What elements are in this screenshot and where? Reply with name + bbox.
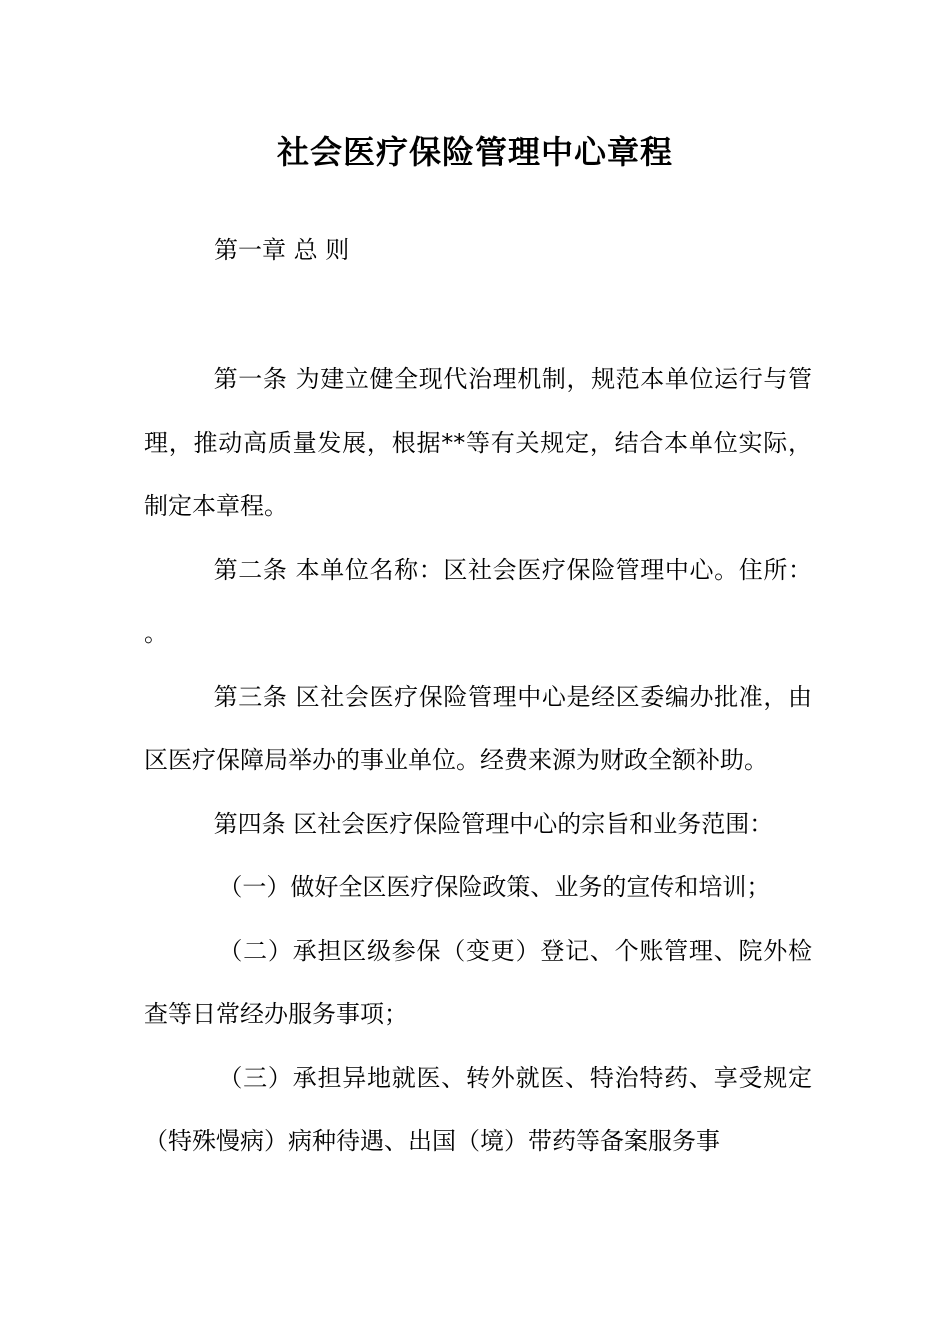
document-body xyxy=(144,348,812,1174)
chapter-heading: 第一章 总 则 xyxy=(214,236,350,264)
article-4-item-3: （三）承担异地就医、转外就医、特治特药、享受规定（特殊慢病）病种待遇、出国（境）带药等备案服务事 xyxy=(144,1063,812,1155)
article-4-item-2: （二）承担区级参保（变更）登记、个账管理、院外检查等日常经办服务事项； xyxy=(144,936,812,1028)
document-title: 社会医疗保险管理中心章程 xyxy=(276,133,673,171)
article-3: 第三条 区社会医疗保险管理中心是经区委编办批准，由区医疗保障局举办的事业单位。经费来源为财政全额补助。 xyxy=(144,682,812,774)
article-4-item-1: （一）做好全区医疗保险政策、业务的宣传和培训； xyxy=(218,873,771,901)
article-4: 第四条 区社会医疗保险管理中心的宗旨和业务范围： xyxy=(213,809,774,838)
article-1: 第一条 为建立健全现代治理机制，规范本单位运行与管理，推动高质量发展，根据**等有关规定，结合本单位实际，制定本章程。 xyxy=(144,365,812,520)
article-2: 第二条 本单位名称：区社会医疗保险管理中心。住所： 。 xyxy=(144,555,812,647)
